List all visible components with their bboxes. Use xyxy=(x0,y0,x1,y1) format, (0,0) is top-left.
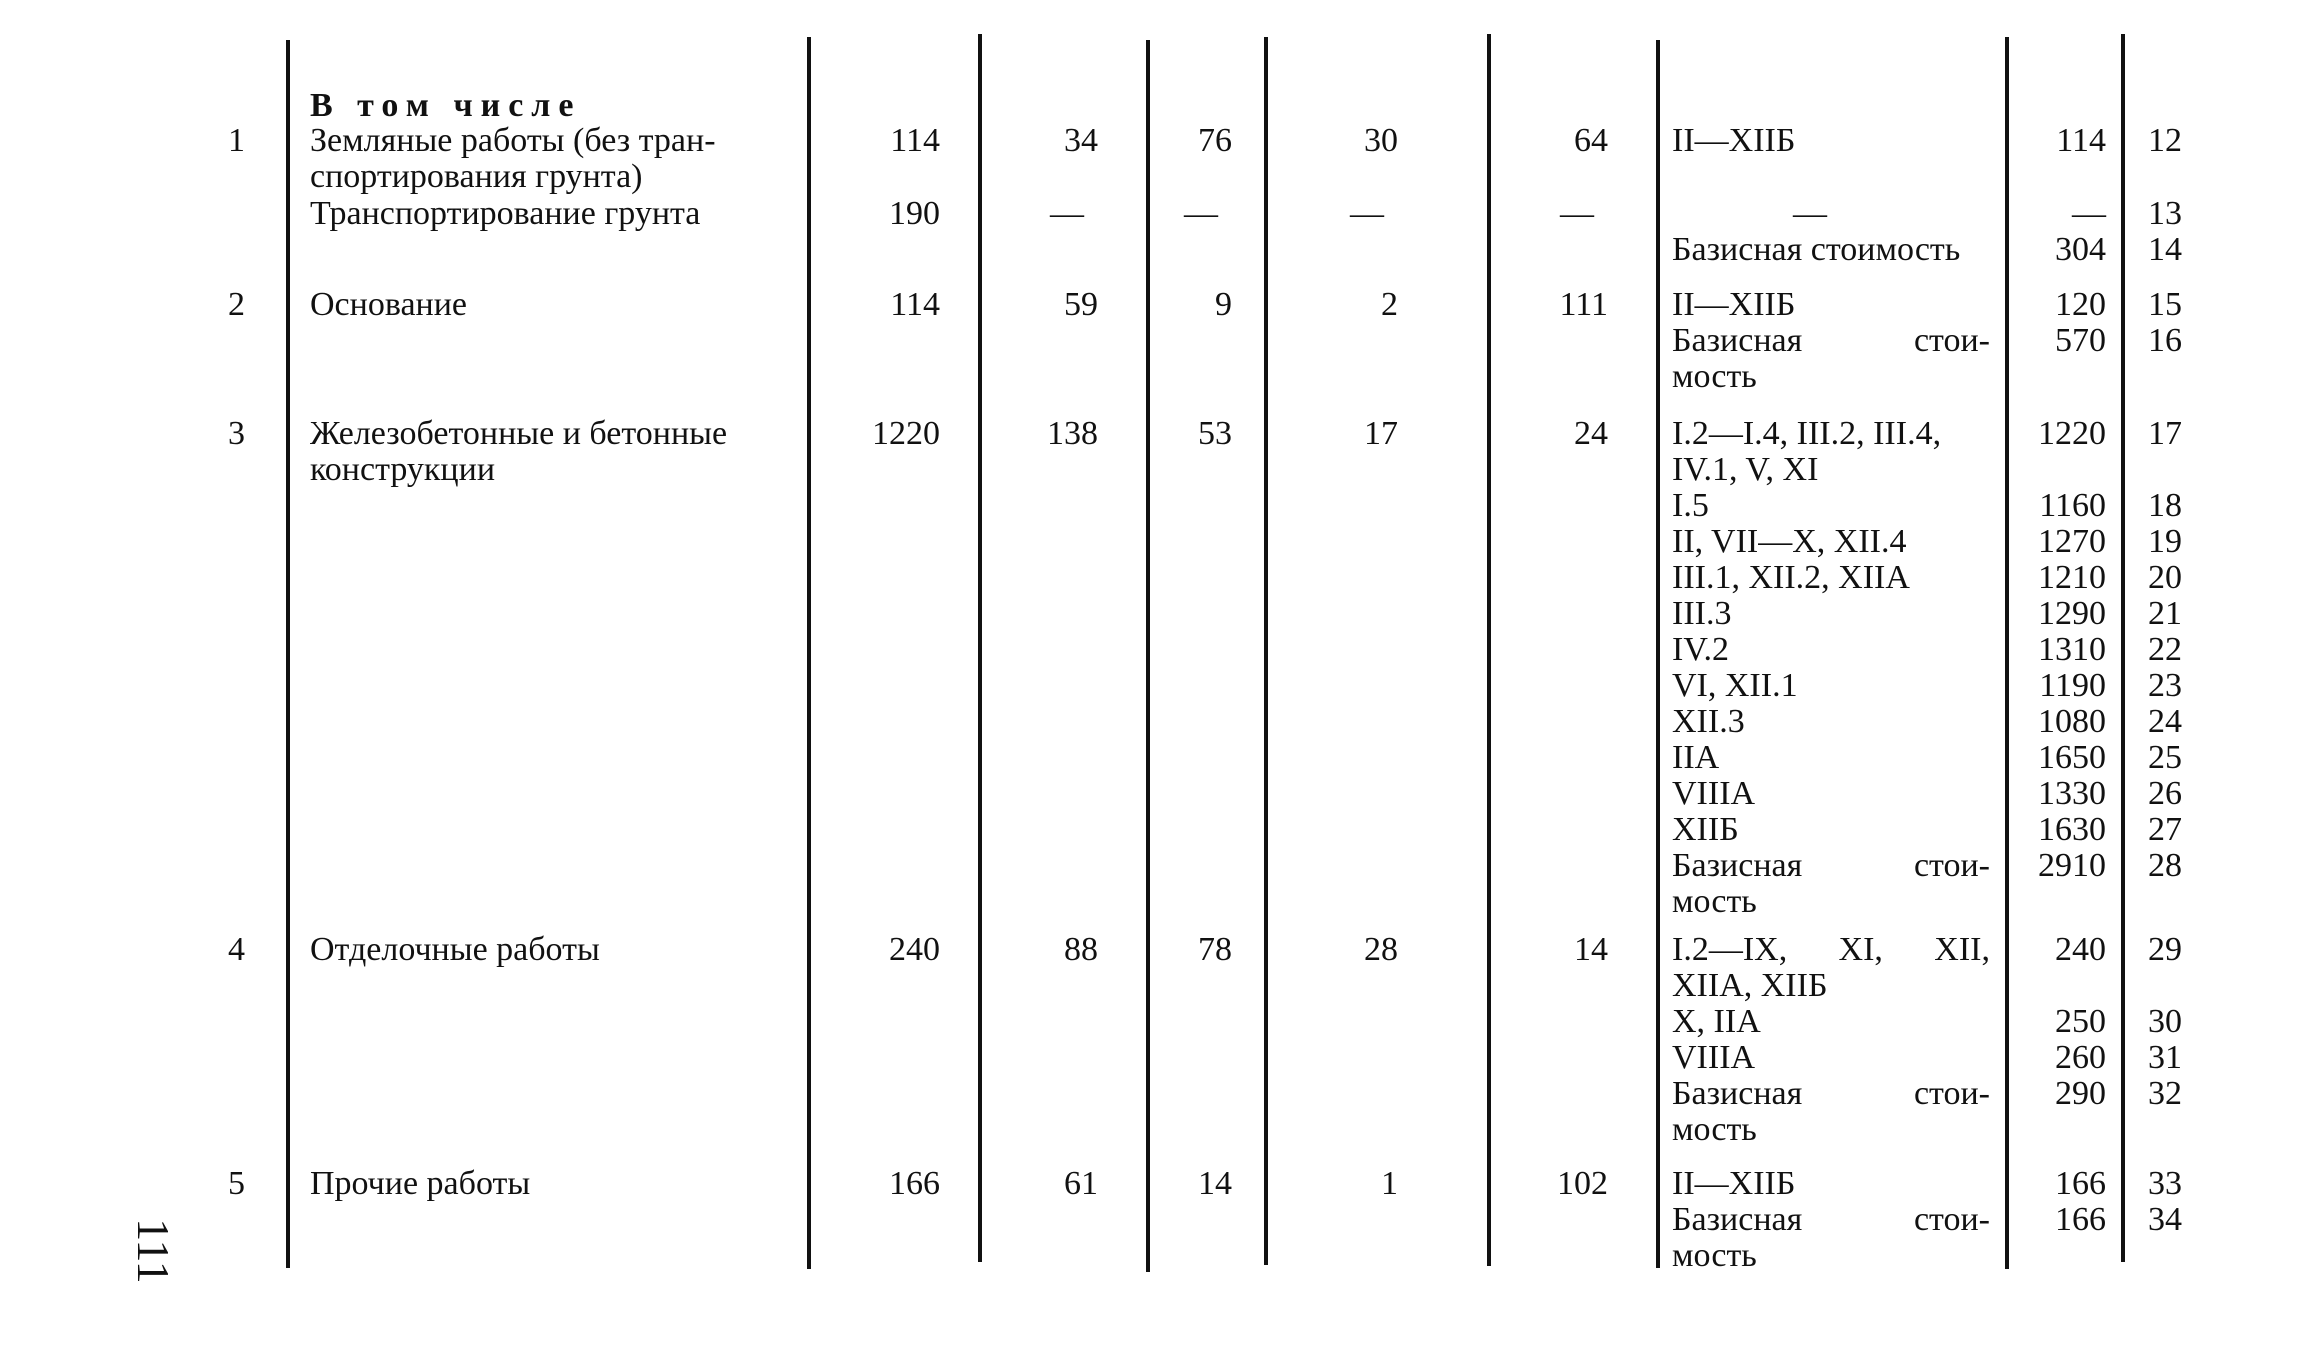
cost-value: — xyxy=(2072,195,2106,232)
row-number: 1 xyxy=(228,122,245,159)
cost-value: 240 xyxy=(2055,931,2106,968)
value-cell: — xyxy=(1350,195,1384,232)
value-cell: 1220 xyxy=(872,415,940,452)
cost-value: 1270 xyxy=(2038,523,2106,560)
row-number: 3 xyxy=(228,415,245,452)
line-number: 12 xyxy=(2148,122,2182,159)
line-number: 13 xyxy=(2148,195,2182,232)
value-cell: — xyxy=(1184,195,1218,232)
column-rule xyxy=(1656,40,1660,1268)
column-rule xyxy=(286,40,290,1268)
construction-group: Базисная стоимость xyxy=(1672,231,1961,268)
row-number: 2 xyxy=(228,286,245,323)
line-number: 19 xyxy=(2148,523,2182,560)
value-cell: 2 xyxy=(1381,286,1398,323)
line-number: 34 xyxy=(2148,1201,2182,1238)
cost-value: 1630 xyxy=(2038,811,2106,848)
work-name: Основание xyxy=(310,286,468,323)
line-number: 18 xyxy=(2148,487,2182,524)
construction-group: II—XIIБ xyxy=(1672,286,1796,323)
row-number: 4 xyxy=(228,931,245,968)
work-name: Железобетонные и бетонные xyxy=(310,415,728,452)
line-number: 22 xyxy=(2148,631,2182,668)
cost-value: 2910 xyxy=(2038,847,2106,884)
value-cell: 28 xyxy=(1364,931,1398,968)
cost-value: 1650 xyxy=(2038,739,2106,776)
construction-group: мость xyxy=(1672,358,1757,395)
value-cell: 78 xyxy=(1198,931,1232,968)
value-cell: 59 xyxy=(1064,286,1098,323)
value-cell: 114 xyxy=(890,122,940,159)
line-number: 27 xyxy=(2148,811,2182,848)
construction-group: II—XIIБ xyxy=(1672,1165,1796,1202)
cost-value: 1220 xyxy=(2038,415,2106,452)
value-cell: 102 xyxy=(1557,1165,1608,1202)
line-number: 29 xyxy=(2148,931,2182,968)
construction-group: I.5 xyxy=(1672,487,1709,524)
value-cell: — xyxy=(1050,195,1084,232)
cost-value: 1190 xyxy=(2039,667,2106,704)
construction-group: II, VII—X, XII.4 xyxy=(1672,523,1907,560)
value-cell: 53 xyxy=(1198,415,1232,452)
value-cell: 114 xyxy=(890,286,940,323)
value-cell: 14 xyxy=(1198,1165,1232,1202)
construction-group: — xyxy=(1793,195,1827,232)
cost-value: 166 xyxy=(2055,1165,2106,1202)
value-cell: — xyxy=(1560,195,1594,232)
cost-value: 1080 xyxy=(2038,703,2106,740)
construction-group: I.2—I.4, III.2, III.4, xyxy=(1672,415,1942,452)
cost-value: 114 xyxy=(2056,122,2106,159)
line-number: 26 xyxy=(2148,775,2182,812)
construction-group: III.3 xyxy=(1672,595,1732,632)
value-cell: 14 xyxy=(1574,931,1608,968)
line-number: 33 xyxy=(2148,1165,2182,1202)
construction-group: Базисная стои- xyxy=(1672,1075,1990,1112)
line-number: 28 xyxy=(2148,847,2182,884)
construction-group: VI, XII.1 xyxy=(1672,667,1798,704)
construction-group: Базисная стои- xyxy=(1672,322,1990,359)
construction-group: мость xyxy=(1672,883,1757,920)
cost-value: 166 xyxy=(2055,1201,2106,1238)
construction-group: Базисная стои- xyxy=(1672,847,1990,884)
value-cell: 34 xyxy=(1064,122,1098,159)
cost-value: 1160 xyxy=(2039,487,2106,524)
cost-value: 120 xyxy=(2055,286,2106,323)
line-number: 31 xyxy=(2148,1039,2182,1076)
construction-group: Базисная стои- xyxy=(1672,1201,1990,1238)
column-rule xyxy=(2121,34,2125,1262)
construction-group: XII.3 xyxy=(1672,703,1745,740)
page-number: 111 xyxy=(127,1218,179,1284)
line-number: 21 xyxy=(2148,595,2182,632)
line-number: 15 xyxy=(2148,286,2182,323)
line-number: 23 xyxy=(2148,667,2182,704)
value-cell: 111 xyxy=(1559,286,1608,323)
line-number: 30 xyxy=(2148,1003,2182,1040)
cost-value: 1310 xyxy=(2038,631,2106,668)
construction-group: XIIБ xyxy=(1672,811,1739,848)
value-cell: 17 xyxy=(1364,415,1398,452)
construction-group: X, IIA xyxy=(1672,1003,1761,1040)
cost-value: 304 xyxy=(2055,231,2106,268)
construction-group: IV.2 xyxy=(1672,631,1729,668)
construction-group: I.2—IX, XI, XII, xyxy=(1672,931,1990,968)
value-cell: 76 xyxy=(1198,122,1232,159)
value-cell: 24 xyxy=(1574,415,1608,452)
value-cell: 9 xyxy=(1215,286,1232,323)
cost-value: 1330 xyxy=(2038,775,2106,812)
construction-group: IIA xyxy=(1672,739,1720,776)
line-number: 16 xyxy=(2148,322,2182,359)
value-cell: 190 xyxy=(889,195,940,232)
work-name: конструкции xyxy=(310,451,496,488)
value-cell: 30 xyxy=(1364,122,1398,159)
line-number: 14 xyxy=(2148,231,2182,268)
row-number: 5 xyxy=(228,1165,245,1202)
value-cell: 1 xyxy=(1381,1165,1398,1202)
cost-value: 290 xyxy=(2055,1075,2106,1112)
work-name: спортирования грунта) xyxy=(310,158,643,195)
construction-group: мость xyxy=(1672,1237,1757,1274)
construction-group: XIIA, XIIБ xyxy=(1672,967,1828,1004)
construction-group: IV.1, V, XI xyxy=(1672,451,1819,488)
construction-group: VIIIA xyxy=(1672,775,1756,812)
line-number: 24 xyxy=(2148,703,2182,740)
line-number: 17 xyxy=(2148,415,2182,452)
value-cell: 88 xyxy=(1064,931,1098,968)
construction-group: VIIIA xyxy=(1672,1039,1756,1076)
work-name: Земляные работы (без тран- xyxy=(310,122,716,159)
value-cell: 61 xyxy=(1064,1165,1098,1202)
line-number: 20 xyxy=(2148,559,2182,596)
cost-value: 570 xyxy=(2055,322,2106,359)
value-cell: 138 xyxy=(1047,415,1098,452)
value-cell: 64 xyxy=(1574,122,1608,159)
cost-value: 260 xyxy=(2055,1039,2106,1076)
work-name: Прочие работы xyxy=(310,1165,531,1202)
line-number: 25 xyxy=(2148,739,2182,776)
work-name: Транспортирование грунта xyxy=(310,195,701,232)
line-number: 32 xyxy=(2148,1075,2182,1112)
construction-group: мость xyxy=(1672,1111,1757,1148)
construction-group: II—XIIБ xyxy=(1672,122,1796,159)
value-cell: 166 xyxy=(889,1165,940,1202)
value-cell: 240 xyxy=(889,931,940,968)
subheading: В том числе xyxy=(310,87,582,124)
work-name: Отделочные работы xyxy=(310,931,600,968)
cost-value: 1290 xyxy=(2038,595,2106,632)
cost-value: 1210 xyxy=(2038,559,2106,596)
cost-value: 250 xyxy=(2055,1003,2106,1040)
construction-group: III.1, XII.2, XIIA xyxy=(1672,559,1910,596)
